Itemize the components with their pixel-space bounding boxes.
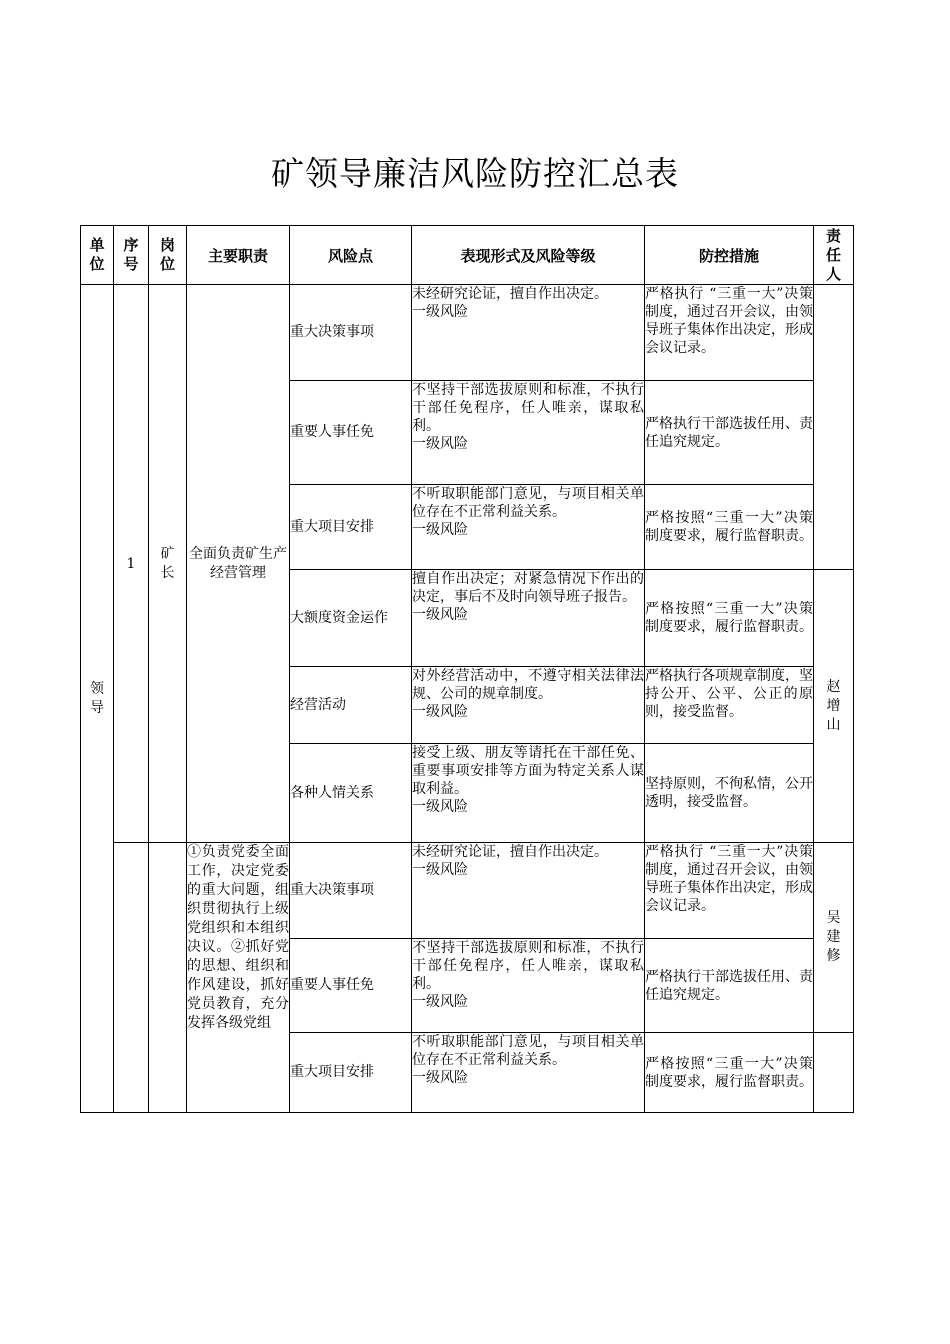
control-measure-cell: 严格执行干部选拔任用、责任追究规定。 bbox=[645, 381, 814, 485]
risk-level: 一级风险 bbox=[412, 862, 468, 878]
risk-form-text: 不听取职能部门意见，与项目相关单位存在不正常利益关系。 bbox=[412, 1034, 644, 1068]
risk-level: 一级风险 bbox=[412, 994, 468, 1010]
risk-point-cell: 经营活动 bbox=[290, 667, 412, 744]
header-unit: 单 位 bbox=[81, 226, 114, 285]
control-measure-cell: 严格执行各项规章制度，坚持公开、公平、公正的原则，接受监督。 bbox=[645, 667, 814, 744]
seq-cell: 1 bbox=[114, 285, 149, 843]
risk-point-cell: 重大决策事项 bbox=[290, 285, 412, 381]
header-person: 责 任 人 bbox=[814, 226, 854, 285]
risk-form-cell bbox=[412, 1033, 645, 1113]
risk-point-cell: 大额度资金运作 bbox=[290, 570, 412, 667]
header-risk: 风险点 bbox=[290, 226, 412, 285]
risk-point-cell: 重要人事任免 bbox=[290, 381, 412, 485]
post-cell: 矿 长 bbox=[149, 285, 187, 843]
page-title: 矿领导廉洁风险防控汇总表 bbox=[271, 154, 679, 193]
risk-form-text: 对外经营活动中，不遵守相关法律法规、公司的规章制度。 bbox=[412, 668, 644, 702]
header-seq: 序 号 bbox=[114, 226, 149, 285]
risk-form-cell bbox=[412, 485, 645, 570]
control-measure-cell: 严格执行 “三重一大”决策制度，通过召开会议，由领导班子集体作出决定，形成会议记录。 bbox=[645, 285, 814, 381]
risk-level: 一级风险 bbox=[412, 799, 468, 815]
risk-form-text: 未经研究论证，擅自作出决定。 bbox=[412, 286, 608, 302]
risk-level: 一级风险 bbox=[412, 304, 468, 320]
risk-point-cell: 重要人事任免 bbox=[290, 939, 412, 1033]
risk-form-text: 不听取职能部门意见，与项目相关单位存在不正常利益关系。 bbox=[412, 486, 644, 520]
risk-form-cell bbox=[412, 843, 645, 939]
risk-level: 一级风险 bbox=[412, 522, 468, 538]
person-blank-cell bbox=[814, 1033, 854, 1113]
person-blank-cell bbox=[814, 285, 854, 570]
risk-level: 一级风险 bbox=[412, 704, 468, 720]
risk-level: 一级风险 bbox=[412, 607, 468, 623]
risk-level: 一级风险 bbox=[412, 1070, 468, 1086]
table-body bbox=[81, 285, 854, 1113]
control-measure-cell: 严格执行干部选拔任用、责任追究规定。 bbox=[645, 939, 814, 1033]
risk-level: 一级风险 bbox=[412, 436, 468, 452]
risk-form-cell bbox=[412, 667, 645, 744]
control-measure-cell: 严格按照“三重一大”决策制度要求，履行监督职责。 bbox=[645, 570, 814, 667]
table-row bbox=[81, 285, 854, 381]
risk-form-cell bbox=[412, 744, 645, 843]
header-form: 表现形式及风险等级 bbox=[412, 226, 645, 285]
risk-form-text: 不坚持干部选拔原则和标准，不执行干部任免程序，任人唯亲，谋取私利。 bbox=[412, 940, 644, 992]
duty-cell: 全面负责矿生产经营管理 bbox=[187, 285, 290, 843]
risk-form-cell bbox=[412, 939, 645, 1033]
risk-control-table bbox=[80, 225, 854, 1113]
control-measure-cell: 严格按照“三重一大”决策制度要求，履行监督职责。 bbox=[645, 1033, 814, 1113]
table-row bbox=[81, 843, 854, 939]
risk-form-cell bbox=[412, 285, 645, 381]
header-row bbox=[81, 226, 854, 285]
risk-point-cell: 重大项目安排 bbox=[290, 1033, 412, 1113]
header-post: 岗 位 bbox=[149, 226, 187, 285]
responsible-person-cell: 吴 建 修 bbox=[814, 843, 854, 1033]
risk-point-cell: 重大决策事项 bbox=[290, 843, 412, 939]
risk-form-cell bbox=[412, 381, 645, 485]
control-measure-cell: 严格按照“三重一大”决策制度要求，履行监督职责。 bbox=[645, 485, 814, 570]
unit-cell: 领 导 bbox=[81, 285, 114, 1113]
control-measure-cell: 严格执行 “三重一大”决策制度，通过召开会议，由领导班子集体作出决定，形成会议记录。 bbox=[645, 843, 814, 939]
responsible-person-cell: 赵 增 山 bbox=[814, 570, 854, 843]
seq-cell bbox=[114, 843, 149, 1113]
header-measure: 防控措施 bbox=[645, 226, 814, 285]
duty-cell: ①负责党委全面工作，决定党委的重大问题，组织贯彻执行上级党组织和本组织决议。②抓好党的思想、组织和作风建设，抓好党员教育，充分发挥各级党组 bbox=[187, 843, 290, 1113]
control-measure-cell: 坚持原则，不徇私情，公开透明，接受监督。 bbox=[645, 744, 814, 843]
header-duty: 主要职责 bbox=[187, 226, 290, 285]
risk-point-cell: 重大项目安排 bbox=[290, 485, 412, 570]
risk-form-text: 未经研究论证，擅自作出决定。 bbox=[412, 844, 608, 860]
risk-form-cell bbox=[412, 570, 645, 667]
risk-form-text: 不坚持干部选拔原则和标准，不执行干部任免程序，任人唯亲，谋取私利。 bbox=[412, 382, 644, 434]
risk-form-text: 擅自作出决定；对紧急情况下作出的决定，事后不及时向领导班子报告。 bbox=[412, 571, 644, 605]
risk-form-text: 接受上级、朋友等请托在干部任免、重要事项安排等方面为特定关系人谋取利益。 bbox=[412, 745, 644, 797]
risk-point-cell: 各种人情关系 bbox=[290, 744, 412, 843]
post-cell bbox=[149, 843, 187, 1113]
